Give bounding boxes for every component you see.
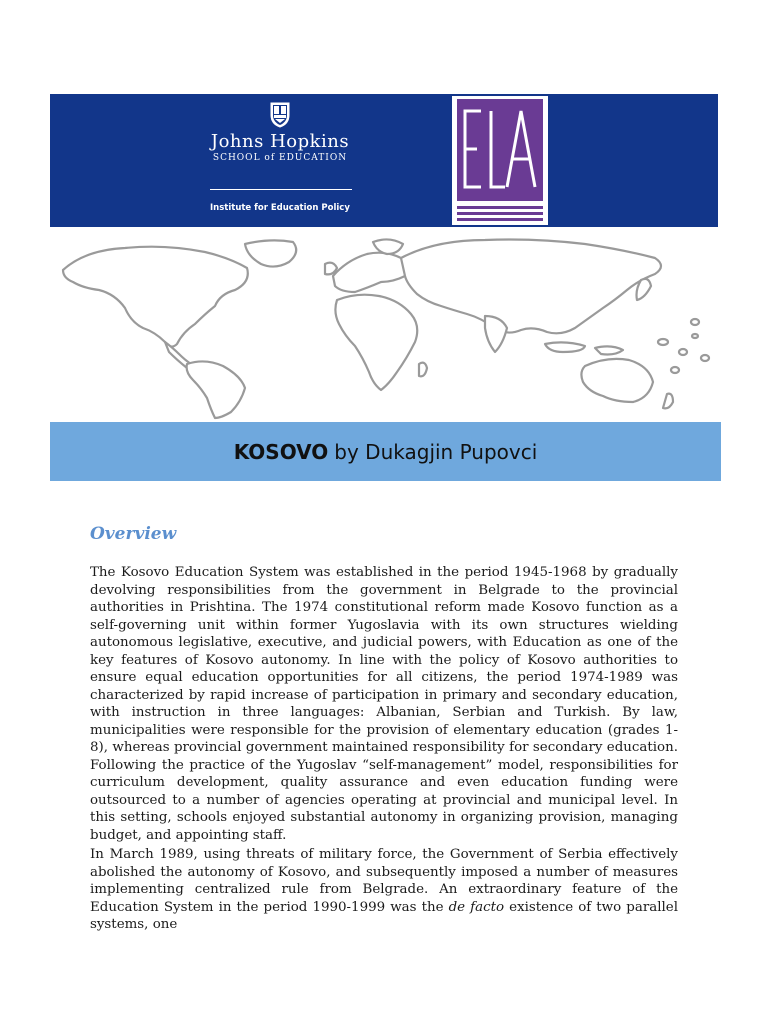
ela-logo-mark <box>457 99 543 201</box>
ela-logo <box>452 96 548 225</box>
ela-logo-panel <box>457 99 543 201</box>
logo-divider <box>210 189 352 190</box>
shield-icon <box>270 102 290 128</box>
institute-name: Institute for Education Policy <box>210 203 350 213</box>
paragraph-2-italic: de facto <box>448 899 505 915</box>
paragraph-2-text: In March 1989, using threats of military force, the Government of Serbia effectively abolished the autonomy of Kosovo, and subsequently imposed a number of measures implementing centralized rule from Belgrade. An extraordinary feature of the Education System in the period 1990-1999 was the <box>90 847 678 915</box>
byline: by Dukagjin Pupovci <box>334 439 538 464</box>
title-band <box>50 422 721 481</box>
jhu-logo <box>210 102 350 164</box>
university-name: Johns Hopkins <box>210 131 350 152</box>
overview-paragraph-1: The Kosovo Education System was established in the period 1945-1968 by gradually devolving responsibilities from the government in Belgrade to the provincial authorities in Prishtina. The 1974 constitutional reform made Kosovo function as a self-governing unit within former Yugoslavia with its own structures wielding autonomous legislative, executive, and judicial powers, with Education as one of the key features of Kosovo autonomy. In line with the policy of Kosovo authorities to ensure equal education opportunities for all citizens, the period 1974-1989 was characterized by rapid increase of participation in primary and secondary education, with instruction in three languages: Albanian, Serbian and Turkish. By law, municipalities were responsible for the provision of elementary education (grades 1-8), whereas provincial government maintained responsibility for secondary education. Following the practice of the Yugoslav “self-management” model, responsibilities for curriculum development, quality assurance and even education funding were outsourced to a number of agencies operating at provincial and municipal level. In this setting, schools enjoyed substantial autonomy in organizing provision, managing budget, and appointing staff. <box>90 565 678 843</box>
world-map <box>55 232 715 420</box>
ela-stripe <box>457 206 543 209</box>
country-title: KOSOVO <box>233 439 329 464</box>
section-heading-overview: Overview <box>90 524 177 544</box>
world-map-illustration <box>55 232 715 420</box>
overview-paragraph-2 <box>90 846 678 934</box>
paragraph-2-text-end: existence of two parallel systems, one <box>90 899 678 932</box>
school-name: SCHOOL of EDUCATION <box>212 153 348 163</box>
ela-stripe <box>457 218 543 221</box>
header-banner <box>50 94 718 227</box>
ela-stripe <box>457 212 543 215</box>
